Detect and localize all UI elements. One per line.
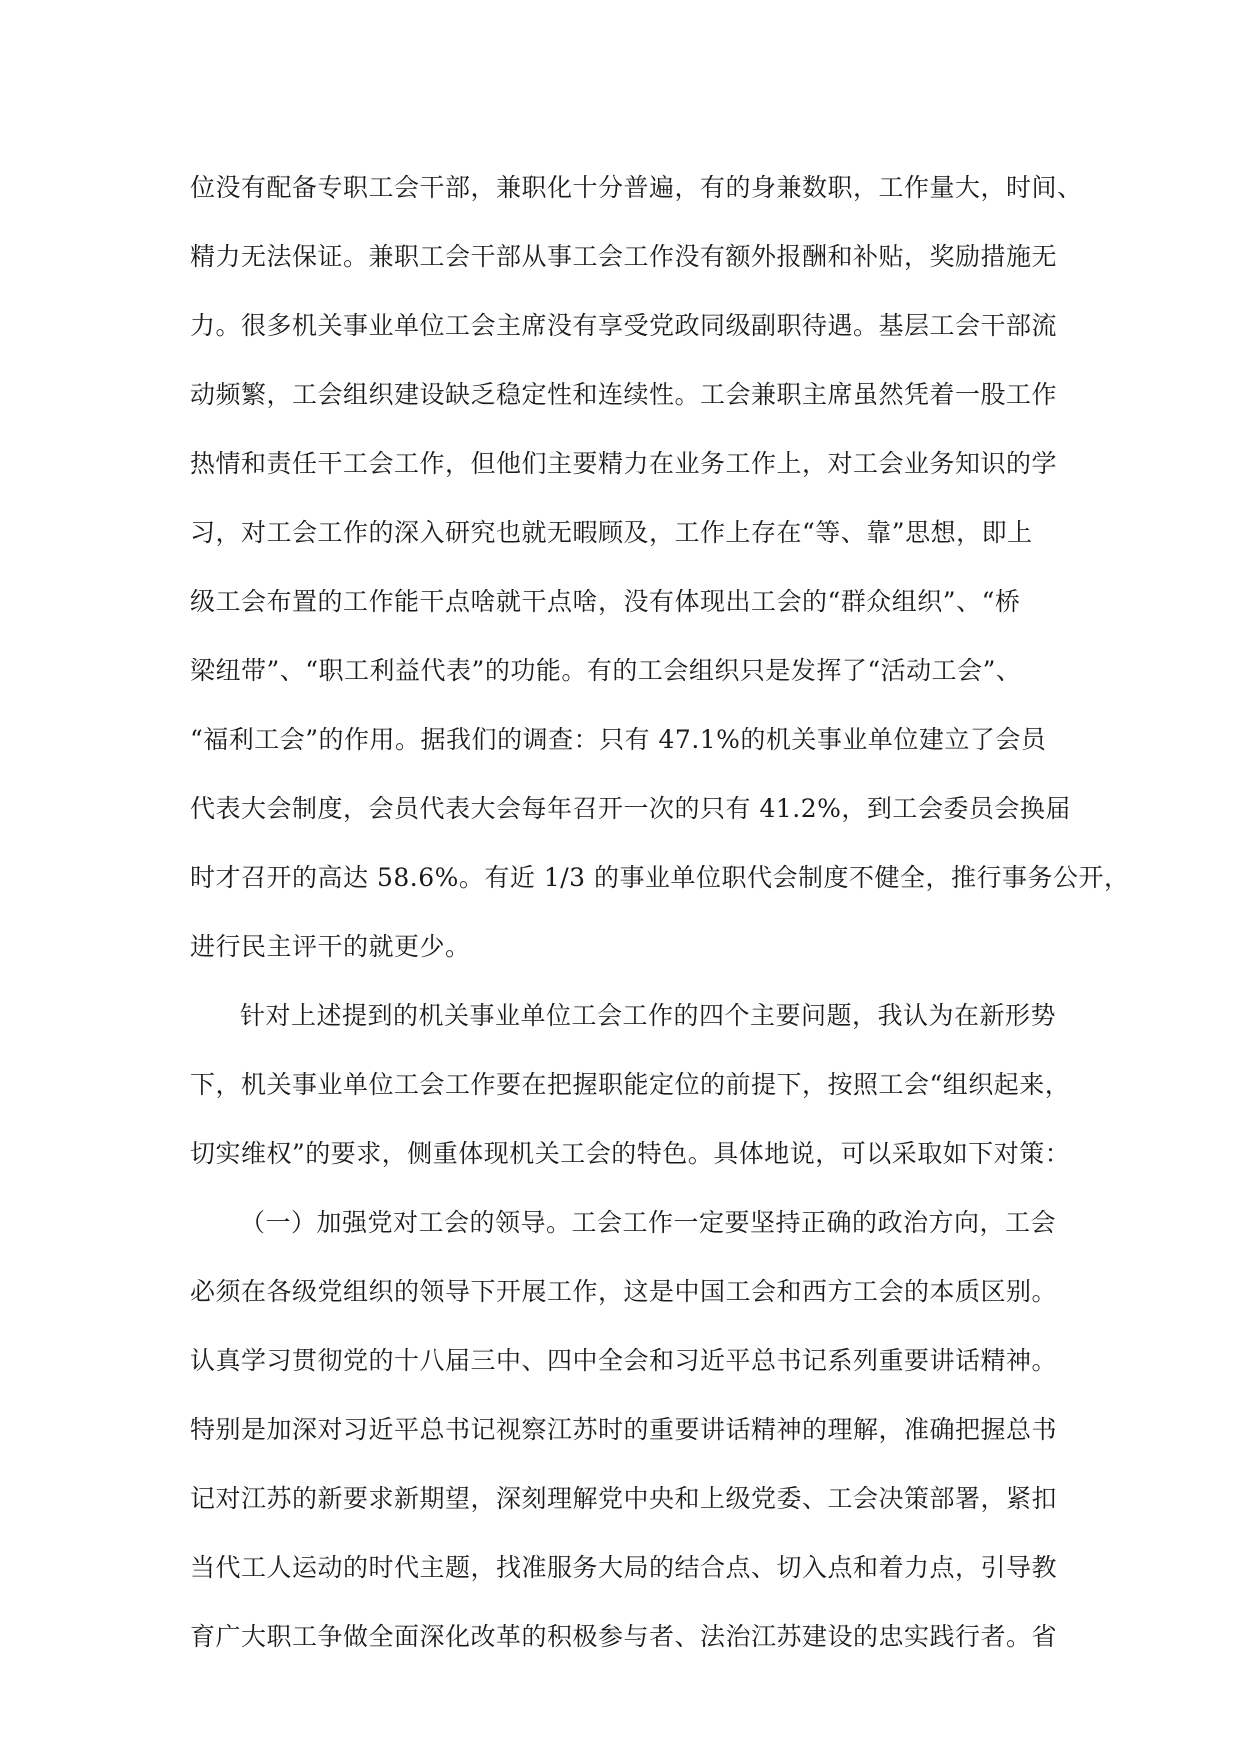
paragraph-line: 特别是加深对习近平总书记视察江苏时的重要讲话精神的理解，准确把握总书 [190, 1415, 1058, 1444]
paragraph-line: “福利工会”的作用。据我们的调查：只有 47.1%的机关事业单位建立了会员 [190, 725, 1047, 754]
paragraph-line: 针对上述提到的机关事业单位工会工作的四个主要问题，我认为在新形势 [240, 1001, 1057, 1030]
paragraph-line: 梁纽带”、“职工利益代表”的功能。有的工会组织只是发挥了“活动工会”、 [190, 656, 1022, 685]
paragraph-line: 精力无法保证。兼职工会干部从事工会工作没有额外报酬和补贴，奖励措施无 [190, 242, 1058, 271]
paragraph-line: 代表大会制度，会员代表大会每年召开一次的只有 41.2%，到工会委员会换届 [190, 794, 1071, 823]
paragraph-text: 工会工作一定要坚持正确的政治方向，工会 [571, 1208, 1057, 1237]
paragraph-line: 必须在各级党组织的领导下开展工作，这是中国工会和西方工会的本质区别。 [190, 1277, 1058, 1306]
paragraph-line: 习，对工会工作的深入研究也就无暇顾及，工作上存在“等、靠”思想，即上 [190, 518, 1033, 547]
paragraph-line: 当代工人运动的时代主题，找准服务大局的结合点、切入点和着力点，引导教 [190, 1553, 1058, 1582]
paragraph-line: 级工会布置的工作能干点啥就干点啥，没有体现出工会的“群众组织”、“桥 [190, 587, 1021, 616]
section-heading-line [240, 1198, 1120, 1248]
paragraph-line: 记对江苏的新要求新期望，深刻理解党中央和上级党委、工会决策部署，紧扣 [190, 1484, 1058, 1513]
paragraph-line: 力。很多机关事业单位工会主席没有享受党政同级副职待遇。基层工会干部流 [190, 311, 1058, 340]
paragraph-line: 育广大职工争做全面深化改革的积极参与者、法治江苏建设的忠实践行者。省 [190, 1622, 1058, 1651]
paragraph-line: 进行民主评干的就更少。 [190, 932, 471, 961]
paragraph-line: 认真学习贯彻党的十八届三中、四中全会和习近平总书记系列重要讲话精神。 [190, 1346, 1058, 1375]
paragraph-line: 时才召开的高达 58.6%。有近 1/3 的事业单位职代会制度不健全，推行事务公开， [190, 863, 1130, 892]
paragraph-line: 位没有配备专职工会干部，兼职化十分普遍，有的身兼数职，工作量大，时间、 [190, 173, 1083, 202]
paragraph-line: 热情和责任干工会工作，但他们主要精力在业务工作上，对工会业务知识的学 [190, 449, 1058, 478]
paragraph-line: 动频繁，工会组织建设缺乏稳定性和连续性。工会兼职主席虽然凭着一股工作 [190, 380, 1058, 409]
section-heading: （一）加强党对工会的领导。 [240, 1208, 572, 1237]
paragraph-line: 下，机关事业单位工会工作要在把握职能定位的前提下，按照工会“组织起来， [190, 1070, 1071, 1099]
paragraph-line: 切实维权”的要求，侧重体现机关工会的特色。具体地说，可以采取如下对策： [190, 1139, 1071, 1168]
